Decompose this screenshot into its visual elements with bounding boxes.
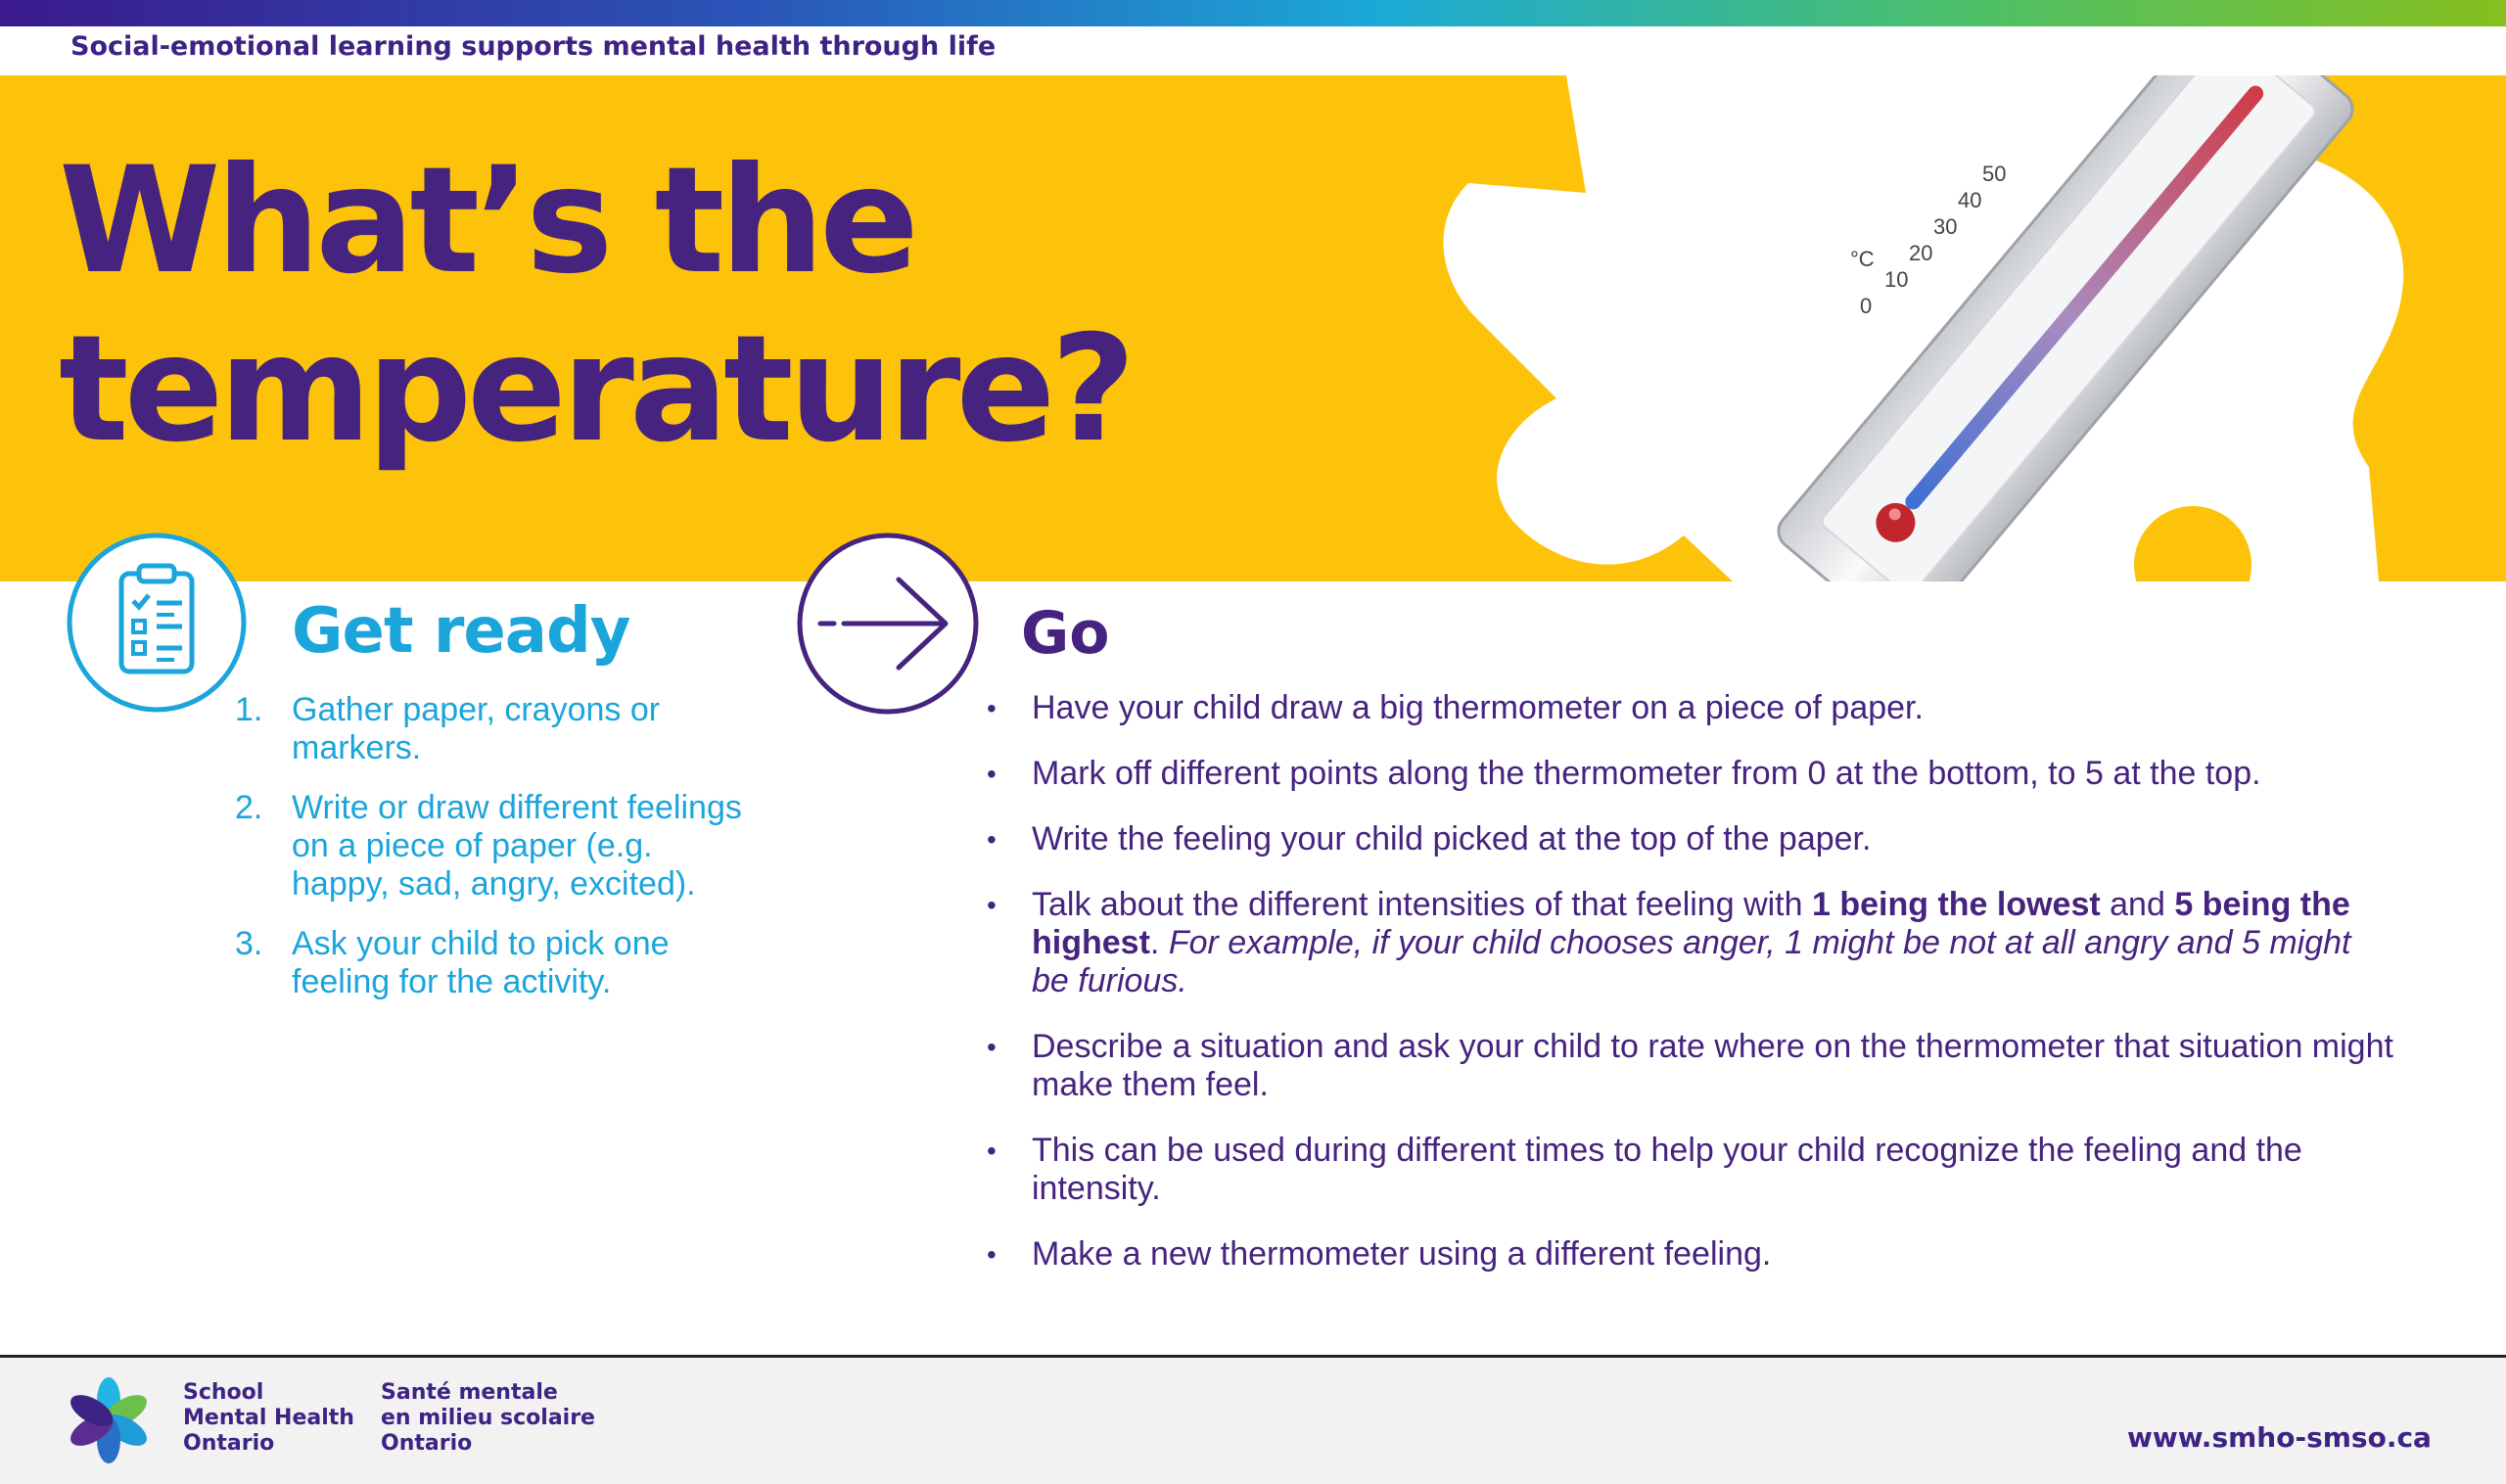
list-item xyxy=(233,789,742,904)
website-link[interactable]: www.smho-smso.ca xyxy=(2127,1421,2432,1454)
list-item: • Describe a situation and ask your child to rate where on the thermometer that situation might make them feel. xyxy=(987,1028,2396,1104)
go-heading: Go xyxy=(1021,599,1110,668)
bold-lowest: 1 being the lowest xyxy=(1811,886,2101,923)
step-number: 3. xyxy=(235,925,263,962)
item-text: . xyxy=(1149,924,1169,961)
org-name-french xyxy=(381,1380,595,1457)
thermometer-illustration xyxy=(1439,75,2506,581)
clipboard-checklist-icon xyxy=(67,533,247,713)
list-item: • Write the feeling your child picked at the top of the paper. xyxy=(987,820,2396,858)
org-line: Santé mentale xyxy=(381,1380,558,1405)
list-item: • Mark off different points along the thermometer from 0 at the bottom, to 5 at the top. xyxy=(987,755,2396,793)
get-ready-steps xyxy=(233,691,742,1023)
org-line: Ontario xyxy=(183,1431,275,1456)
scale-30: 30 xyxy=(1933,214,1958,239)
page-title xyxy=(59,137,1131,474)
org-line: School xyxy=(183,1380,264,1405)
go-instructions xyxy=(987,689,2396,1301)
example-italic: For example, if your child chooses anger, 1 might be not at all angry and 5 might be furious. xyxy=(1032,924,2351,999)
scale-20: 20 xyxy=(1909,241,1933,265)
smho-logo-icon xyxy=(65,1376,153,1464)
arrow-right-icon xyxy=(797,533,979,715)
scale-50: 50 xyxy=(1982,162,2007,186)
list-item: • This can be used during different times to help your child recognize the feeling and the intensity. xyxy=(987,1132,2396,1208)
footer xyxy=(0,1355,2506,1484)
step-text: Ask your child to pick one feeling for the activity. xyxy=(292,925,670,1000)
step-number: 1. xyxy=(235,691,263,728)
get-ready-heading: Get ready xyxy=(292,595,630,668)
gradient-top-bar xyxy=(0,0,2506,26)
item-text: Talk about the different intensities of that feeling with xyxy=(1032,886,1812,923)
list-item: • Make a new thermometer using a different feeling. xyxy=(987,1235,2396,1274)
page-subtitle: Social-emotional learning supports mental health through life xyxy=(70,31,997,62)
title-line-1: What’s the xyxy=(59,136,914,306)
title-line-2: temperature? xyxy=(59,304,1132,475)
item-text: and xyxy=(2100,886,2175,923)
celsius-label: °C xyxy=(1850,247,1875,271)
bold-highest: 5 being the highest xyxy=(1032,886,2350,961)
step-text: Write or draw different feelings on a piece of paper (e.g. happy, sad, angry, excited). xyxy=(292,789,742,903)
org-line: Mental Health xyxy=(183,1406,354,1430)
org-line: en milieu scolaire xyxy=(381,1406,595,1430)
list-item xyxy=(233,925,742,1001)
scale-10: 10 xyxy=(1884,267,1909,292)
step-number: 2. xyxy=(235,789,263,826)
scale-40: 40 xyxy=(1958,188,1982,212)
list-item xyxy=(987,886,2396,1000)
list-item: • Have your child draw a big thermometer on a piece of paper. xyxy=(987,689,2396,727)
scale-0: 0 xyxy=(1860,294,1873,318)
list-item xyxy=(233,691,742,767)
step-text: Gather paper, crayons or markers. xyxy=(292,691,661,766)
org-name-english xyxy=(183,1380,354,1457)
org-line: Ontario xyxy=(381,1431,473,1456)
